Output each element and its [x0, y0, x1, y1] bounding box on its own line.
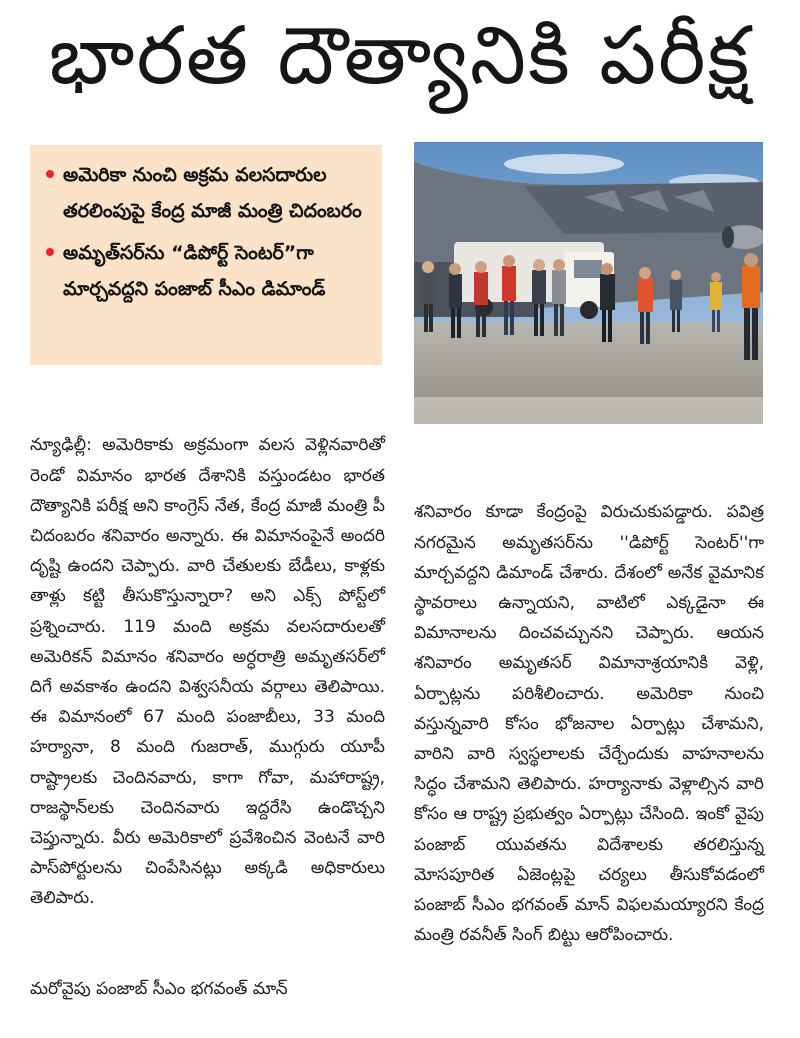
- bullet-icon: [46, 170, 54, 178]
- article-left-column: [30, 370, 391, 1034]
- article-paragraph: న్యూఢిల్లీ: అమెరికాకు అక్రమంగా వలస వెళ్లినవారితో రెండో విమానం భారత దేశానికి వస్తుండటం భారత దౌత్యానికి పరీక్ష అని కాంగ్రెస్ నేత, కేంద్ర మాజీ మంత్రి పీ చిదంబరం శనివారం అన్నారు. ఈ విమానంపైనే అందరి దృష్టి ఉందని చెప్పారు. వారి చేతులకు బేడీలు, కాళ్లకు తాళ్లు కట్టి తీసుకొస్తున్నారా? అని ఎక్స్ పోస్ట్‌లో ప్రశ్నించారు. 119 మంది అక్రమ వలసదారులతో అమెరికన్ విమానం శనివారం అర్ధరాత్రి అమృతసర్‌లో దిగే అవకాశం ఉందని విశ్వసనీయ వర్గాలు తెలిపాయి. ఈ విమానంలో 67 మంది పంజాబీలు, 33 మంది హర్యానా, 8 మంది గుజరాత్, ముగ్గురు యూపీ రాష్ట్రాలకు చెందినవారు, కాగా గోవా, మహారాష్ట్ర, రాజస్థాన్‌లకు చెందినవారు ఇద్దరేసి ఉండొచ్చని చెప్తున్నారు. వీరు అమెరికాలో ప్రవేశించిన వెంటనే వారి పాస్‌పోర్టులను చింపేసినట్లు అక్కడి అధికారులు తెలిపారు.: [30, 435, 391, 909]
- highlights-box: [30, 145, 382, 365]
- article-paragraph: శనివారం కూడా కేంద్రంపై విరుచుకుపడ్డారు. పవిత్ర నగరమైన అమృతసర్‌ను ''డిపోర్ట్ సెంటర్''గా మార్చవద్దని డిమాండ్ చేశారు. దేశంలో అనేక వైమానిక స్థావరాలు ఉన్నాయని, వాటిలో ఎక్కడైనా ఈ విమానాలను దించవచ్చునని చెప్పారు. ఆయన శనివారం అమృతసర్ విమానాశ్రయానికి వెళ్లి, ఏర్పాట్లను పరిశీలించారు. అమెరికా నుంచి వస్తున్నవారి కోసం భోజనాల ఏర్పాట్లు చేశామని, వారిని వారి స్వస్థలాలకు చేర్చేందుకు వాహనాలను సిద్ధం చేశామని తెలిపారు. హర్యానాకు వెళ్లాల్సిన వారి కోసం ఆ రాష్ట్ర ప్రభుత్వం ఏర్పాట్లు చేసింది. ఇంకో వైపు పంజాబ్ యువతను విదేశాలకు తరలిస్తున్న మోసపూరిత ఏజెంట్లపై చర్యలు తీసుకోవడంలో పంజాబ్ సీఎం భగవంత్ మాన్ విఫలమయ్యారని కేంద్ర మంత్రి రవనీత్ సింగ్ బిట్టు ఆరోపించారు.: [414, 502, 770, 946]
- headline: భారత దౌత్యానికి పరీక్ష: [48, 8, 752, 102]
- bullet-icon: [46, 248, 54, 256]
- article-paragraph: మరోవైపు పంజాబ్ సీఎం భగవంత్ మాన్: [30, 979, 288, 1000]
- highlight-item: [46, 157, 370, 229]
- highlight-item: [46, 235, 370, 307]
- article-right-column: [414, 437, 770, 981]
- military-aircraft-deportees-photo: [414, 142, 763, 424]
- highlight-text: అమెరికా నుంచి అక్రమ వలసదారుల తరలింపుపై కేంద్ర మాజీ మంత్రి చిదంబరం: [63, 164, 362, 222]
- highlight-text: అమృత్‌సర్‌ను “డిపోర్ట్ సెంటర్”గా మార్చవద్దని పంజాబ్ సీఎం డిమాండ్: [63, 242, 326, 300]
